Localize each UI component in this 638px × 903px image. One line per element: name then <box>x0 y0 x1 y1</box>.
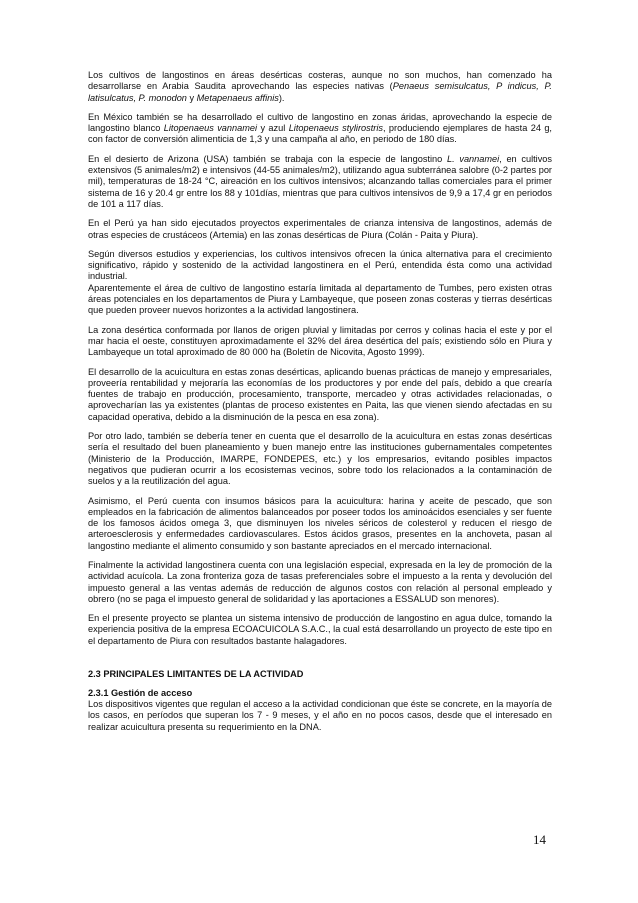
paragraph <box>88 367 552 423</box>
italic-text: L. vannamei <box>446 153 500 164</box>
paragraph <box>88 154 552 210</box>
subsection-paragraph: Los dispositivos vigentes que regulan el acceso a la actividad condicionan que éste se concrete, en la mayoría de los casos, en períodos que superan los 7 - 9 meses, y el año en no pocos casos, desde que el interesado en realizar acuicultura presenta su requerimiento en la DNA. <box>88 699 552 732</box>
text-run: Los cultivos de langostinos en áreas desérticas costeras, aunque no son muchos, han comenzado ha desarrollarse en Arabia Saudita aprovechando las especies nativas ( <box>88 70 552 92</box>
text-run: Finalmente la actividad langostinera cuenta con una legislación especial, expresada en la ley de promoción de la actividad acuícola. La zona fronteriza goza de tasas preferenciales sobre el impuesto a la renta y devolución del impuesto general a las ventas además de reducción de algunos costos con relación al personal empleado y obrero (no se paga el impuesto general de solidaridad y las aportaciones a ESSALUD son menores). <box>88 559 552 604</box>
text-run: y <box>186 92 197 103</box>
paragraph <box>88 218 552 241</box>
body-text <box>88 70 552 647</box>
text-run: En el Perú ya han sido ejecutados proyectos experimentales de crianza intensiva de langostinos, además de otras especies de crustáceos (Artemia) en las zonas desérticas de Piura (Colán - Paita y Piura). <box>88 218 552 240</box>
text-run: y azul <box>257 123 289 134</box>
text-run: El desarrollo de la acuicultura en estas zonas desérticas, aplicando buenas prácticas de manejo y empresariales, proveería rentabilidad y mejoraría las economías de los productores y por ende del país, debido a que crearía fuentes de trabajo en producción, procesamiento, transporte, mercadeo y otras actividades relacionadas, o aprovecharían las ya existentes (plantas de proceso existentes en Paita, las que vienen siendo afectadas en su capacidad operativa, debido a la disminución de la pesca en esa zona). <box>88 366 552 422</box>
paragraph <box>88 70 552 104</box>
page-number: 14 <box>533 832 546 847</box>
text-run: Aparentemente el área de cultivo de langostino estaría limitada al departamento de Tumbes, pero existen otras áreas potenciales en los departamentos de Piura y Lambayeque, que poseen zonas costeras y tierras desérticas que pueden proveer nuevos horizontes a la actividad langostinera. <box>88 282 552 316</box>
italic-text: Metapenaeus affinis <box>196 92 279 103</box>
paragraph <box>88 249 552 283</box>
document-page <box>88 70 552 741</box>
paragraph <box>88 112 552 146</box>
text-run: Según diversos estudios y experiencias, los cultivos intensivos ofrecen la única alternativa para el crecimiento significativo, rápido y sostenido de la actividad langostinera en el Perú, entendida ésta como una actividad industrial. <box>88 248 552 282</box>
text-run: En el presente proyecto se plantea un sistema intensivo de producción de langostino en agua dulce, tomando la experiencia positiva de la empresa ECOACUICOLA S.A.C., la cual está desarrollando un proyecto de este tipo en el departamento de Piura con resultados bastante halagadores. <box>88 613 552 646</box>
paragraph <box>88 431 552 487</box>
text-run: En México también se ha desarrollado el cultivo de langostino en zonas áridas, aprovechando la especie de langostino blanco <box>88 111 552 134</box>
paragraph <box>88 325 552 359</box>
text-run: , en cultivos extensivos (5 animales/m2) e intensivos (44-55 animales/m2), utilizando agua subterránea salobre (0-2 partes por mil), temperaturas de 18-24 °C, aireación en los cultivos intensivos; alcanzando tallas comerciales para el primer sistema de 16 y 20.4 gr entre los 88 y 101días, mientras que para cultivos intensivos de 9,9 a 17,4 gr en periodos de 101 a 117 días. <box>88 153 552 209</box>
italic-text: Penaeus semisulcatus, P indicus, P. latisulcatus, P. monodon <box>88 81 552 103</box>
text-run: ). <box>278 92 285 103</box>
paragraph <box>88 560 552 605</box>
text-run: La zona desértica conformada por llanos de origen pluvial y limitadas por cerros y colinas hacia el este y por el mar hacia el oeste, constituyen aproximadamente el 32% del área desértica del país; existiendo sólo en Piura y Lambayeque un total aproximado de 80 000 ha (Boletín de Nicovita, Agosto 1999). <box>88 324 552 358</box>
subsection-heading: 2.3.1 Gestión de acceso <box>88 688 193 699</box>
text-run: Por otro lado, también se debería tener en cuenta que el desarrollo de la acuicultura en estas zonas desérticas sería el resultado del buen planeamiento y buen manejo entre las instituciones gubernamentales competentes (Ministerio de la Producción, IMARPE, FONDEPES, etc.) y los empresarios, evitando posibles impactos negativos que pudieran ocurrir a los ecosistemas vecinos, sobre todo los relacionados a la contaminación de suelos y a la reutilización del agua. <box>88 431 552 487</box>
section-heading: 2.3 PRINCIPALES LIMITANTES DE LA ACTIVIDAD <box>88 669 304 680</box>
paragraph <box>88 613 552 647</box>
paragraph <box>88 283 552 317</box>
italic-text: Litopenaeus vannamei <box>163 123 258 134</box>
text-run: En el desierto de Arizona (USA) también se trabaja con la especie de langostino <box>88 153 447 164</box>
paragraph <box>88 496 552 552</box>
text-run: Asimismo, el Perú cuenta con insumos básicos para la acuicultura: harina y aceite de pescado, que son empleados en la fabricación de alimentos balanceados por poseer todos los aminoácidos esenciales y ser fuente de los famosos ácidos omega 3, que disminuyen los niveles séricos de colesterol y reducen el riesgo de arteroesclerosis y enfermedades cardiovasculares. Estos ácidos grasos, presentes en la anchoveta, pasan al langostino mediante el alimento consumido y son bastante apreciados en el mercado internacional. <box>88 495 552 551</box>
italic-text: Litopenaeus stylirostris <box>288 123 383 134</box>
text-run: , produciendo ejemplares de hasta 24 g, con factor de conversión alimenticia de 1,3 y una campaña al año, en periodo de 180 días. <box>88 123 552 145</box>
